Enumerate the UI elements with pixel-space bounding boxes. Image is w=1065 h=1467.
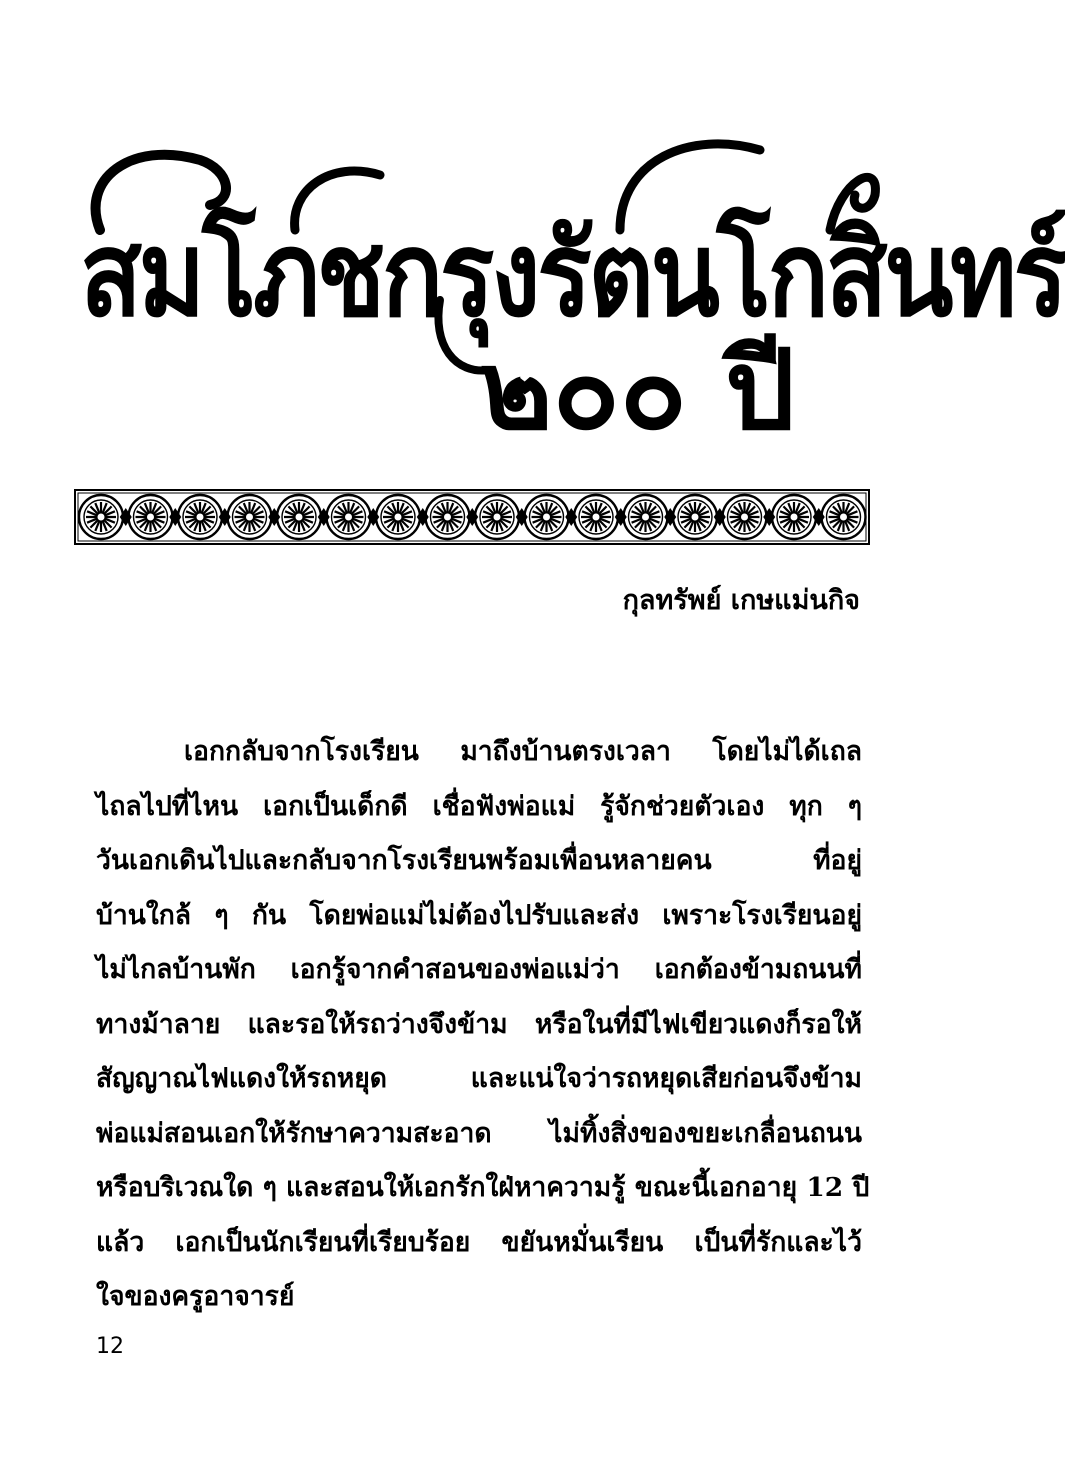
rosette-ornament — [79, 495, 123, 539]
paragraph-line: บ้านใกล้ ๆ กัน โดยพ่อแม่ไม่ต้องไปรับและส่ง เพราะโรงเรียนอยู่ — [96, 899, 862, 931]
paragraph-line: พ่อแม่สอนเอกให้รักษาความสะอาด ไม่ทิ้งสิ่งของขยะเกลื่อนถนน — [96, 1117, 862, 1149]
body-paragraph — [96, 732, 870, 1332]
paragraph-line: แล้ว เอกเป็นนักเรียนที่เรียบร้อย ขยันหมั่นเรียน เป็นที่รักและไว้ — [96, 1226, 862, 1258]
paragraph-line: ไถลไปที่ไหน เอกเป็นเด็กดี เชื่อฟังพ่อแม่ รู้จักช่วยตัวเอง ทุก ๆ — [96, 790, 863, 822]
rosette-ornament — [178, 495, 222, 539]
rosette-ornament — [822, 495, 866, 539]
rosette-ornament — [624, 495, 668, 539]
ornamental-border — [74, 489, 870, 545]
title-line-2: ๒๐๐ ปี — [480, 325, 795, 454]
paragraph-line: วันเอกเดินไปและกลับจากโรงเรียนพร้อมเพื่อนหลายคน ที่อยู่ — [96, 845, 862, 876]
rosette-ornament — [574, 495, 618, 539]
paragraph-line: สัญญาณไฟแดงให้รถหยุด และแน่ใจว่ารถหยุดเสียก่อนจึงข้าม — [96, 1063, 862, 1094]
author-name: กุลทรัพย์ เกษแม่นกิจ — [622, 585, 860, 616]
rosette-ornament — [723, 495, 767, 539]
paragraph-line: ไม่ไกลบ้านพัก เอกรู้จากคำสอนของพ่อแม่ว่า เอกต้องข้ามถนนที่ — [96, 954, 862, 985]
rosette-ornament — [772, 495, 816, 539]
rosette-ornament — [228, 495, 272, 539]
paragraph-line: หรือบริเวณใด ๆ และสอนให้เอกรักใฝ่หาความรู้ ขณะนี้เอกอายุ 12 ปี — [96, 1172, 870, 1203]
rosette-ornament — [673, 495, 717, 539]
title-line-1: สมโภชกรุงรัตนโกสินทร์ — [80, 204, 1065, 343]
rosette-ornament — [376, 495, 420, 539]
rosette-ornament — [525, 495, 569, 539]
rosette-ornament — [475, 495, 519, 539]
paragraph-line: เอกกลับจากโรงเรียน มาถึงบ้านตรงเวลา โดยไม่ได้เถล — [184, 736, 862, 767]
paragraph-line: ใจของครูอาจารย์ — [96, 1281, 295, 1312]
rosette-ornament — [327, 495, 371, 539]
rosette-ornament — [129, 495, 173, 539]
book-title — [60, 120, 1065, 454]
paragraph-line: ทางม้าลาย และรอให้รถว่างจึงข้าม หรือในที่มีไฟเขียวแดงก็รอให้ — [96, 1008, 862, 1040]
page-number: 12 — [96, 1334, 124, 1359]
rosette-ornament — [426, 495, 470, 539]
rosette-ornament — [277, 495, 321, 539]
